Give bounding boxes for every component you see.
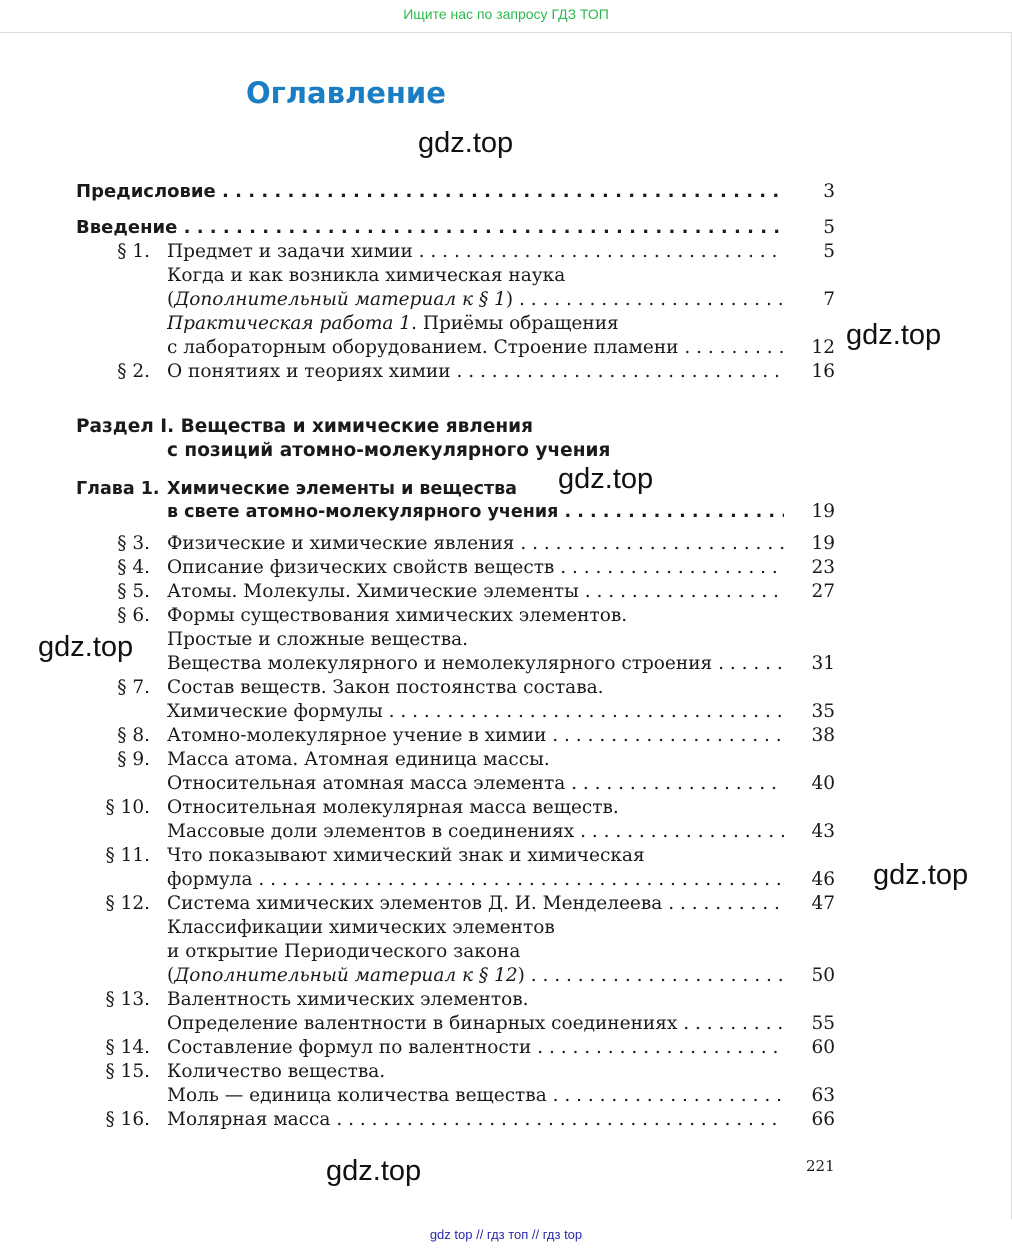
toc-entry-label: Химические формулы . . . [167,700,784,724]
toc-entry-label: Простые и сложные вещества. [167,629,469,650]
toc-entry-p15[interactable] [0,1084,1012,1108]
toc-entry-p12[interactable] [0,892,1012,916]
paragraph-number: § 15. [105,1061,150,1082]
top-banner: Ищите нас по запросу ГДЗ ТОП [403,6,609,22]
toc-entry-label: Предмет и задачи химии . . . [167,240,784,264]
toc-page-number: 38 [811,725,835,746]
toc-entry-p11[interactable] [0,868,1012,892]
toc-entry-p10-line1 [0,796,1012,820]
toc-entry-p6-line1 [0,604,1012,628]
paragraph-number: § 3. [117,533,150,554]
section-heading-line2: с позиций атомно-молекулярного учения [167,440,611,461]
toc-entry-p1-extra-line1 [0,264,1012,288]
toc-entry-label: Массовые доли элементов в соединениях . . . [167,820,784,844]
chapter-number: Глава 1. [76,479,160,499]
toc-entry-p11-line1 [0,844,1012,868]
toc-entry-label: Когда и как возникла химическая наука [167,265,566,286]
toc-entry-p9[interactable] [0,772,1012,796]
toc-page-number: 3 [823,181,835,202]
toc-title: Оглавление [246,76,446,110]
paragraph-number: § 12. [105,893,150,914]
paragraph-number: § 7. [117,677,150,698]
toc-entry-label: Атомно-молекулярное учение в химии . . . [167,724,784,748]
toc-entry-p6-line2 [0,628,1012,652]
toc-entry-label: Практическая работа 1. Приёмы обращения [167,313,619,334]
toc-entry-label: (Дополнительный материал к § 1) . . . [167,288,784,312]
toc-entry-label: Состав веществ. Закон постоянства состава. [167,677,604,698]
paragraph-number: § 14. [105,1037,150,1058]
toc-page-number: 47 [811,893,835,914]
toc-page-number: 5 [823,217,835,238]
toc-page-number: 23 [811,557,835,578]
page-number: 221 [806,1157,835,1175]
toc-page-number: 63 [811,1085,835,1106]
toc-entry-p1-extra[interactable] [0,288,1012,312]
watermark: gdz.top [38,631,134,663]
paragraph-number: § 8. [117,725,150,746]
section-heading: Раздел I. Вещества и химические явления [76,416,533,437]
toc-page-number: 16 [811,361,835,382]
toc-entry-p3[interactable] [0,532,1012,556]
toc-entry-label: Относительная атомная масса элемента . . . [167,772,784,796]
paragraph-number: § 10. [105,797,150,818]
toc-entry-chapter-1[interactable] [0,500,1012,524]
toc-entry-label: (Дополнительный материал к § 12) . . . [167,964,784,988]
toc-entry-practical-1-line1 [0,312,1012,336]
toc-entry-label: О понятиях и теориях химии . . . [167,360,784,384]
toc-entry-label: Что показывают химический знак и химическая [167,845,645,866]
toc-entry-p15-line1 [0,1060,1012,1084]
toc-entry-p13[interactable] [0,1012,1012,1036]
toc-page-number: 5 [823,241,835,262]
toc-page-number: 43 [811,821,835,842]
toc-entry-label: Атомы. Молекулы. Химические элементы . . . [167,580,784,604]
toc-page-number: 46 [811,869,835,890]
toc-entry-p7-line1 [0,676,1012,700]
toc-entry-p12-extra-line2 [0,940,1012,964]
toc-entry-p1[interactable] [0,240,1012,264]
toc-page-number: 60 [811,1037,835,1058]
toc-entry-p7[interactable] [0,700,1012,724]
toc-entry-p4[interactable] [0,556,1012,580]
toc-page-number: 7 [823,289,835,310]
toc-entry-p9-line1 [0,748,1012,772]
paragraph-number: § 1. [117,241,150,262]
toc-entry-label: в свете атомно-молекулярного учения . . . [167,500,784,524]
toc-page-number: 50 [811,965,835,986]
toc-entry-label: Физические и химические явления . . . [167,532,784,556]
watermark: gdz.top [873,859,969,891]
toc-entry-p16[interactable] [0,1108,1012,1132]
toc-entry-p12-extra-line1 [0,916,1012,940]
toc-entry-p8[interactable] [0,724,1012,748]
toc-entry-practical-1[interactable] [0,336,1012,360]
toc-entry-intro[interactable] [0,216,1012,240]
toc-entry-label: Предисловие . . . [76,180,784,204]
toc-entry-label: Система химических элементов Д. И. Менделеева . . . [167,892,784,916]
toc-entry-p2[interactable] [0,360,1012,384]
toc-entry-p12-extra[interactable] [0,964,1012,988]
toc-entry-p13-line1 [0,988,1012,1012]
toc-entry-label: Классификации химических элементов [167,917,555,938]
toc-entry-label: Масса атома. Атомная единица массы. [167,749,550,770]
toc-entry-label: Описание физических свойств веществ . . . [167,556,784,580]
toc-entry-label: и открытие Периодического закона [167,941,521,962]
toc-page-number: 35 [811,701,835,722]
paragraph-number: § 9. [117,749,150,770]
toc-entry-p10[interactable] [0,820,1012,844]
paragraph-number: § 2. [117,361,150,382]
toc-page-number: 66 [811,1109,835,1130]
toc-entry-label: Количество вещества. [167,1061,386,1082]
toc-page-number: 55 [811,1013,835,1034]
toc-page-number: 19 [811,501,835,522]
paragraph-number: § 4. [117,557,150,578]
watermark: gdz.top [418,127,514,159]
toc-entry-label: с лабораторным оборудованием. Строение пламени . . . [167,336,784,360]
watermark: gdz.top [326,1155,422,1187]
toc-entry-label: Формы существования химических элементов. [167,605,628,626]
toc-page-number: 27 [811,581,835,602]
paragraph-number: § 16. [105,1109,150,1130]
toc-entry-label: Введение . . . [76,216,784,240]
watermark: gdz.top [558,463,654,495]
paragraph-number: § 6. [117,605,150,626]
toc-entry-label: формула . . . [167,868,784,892]
toc-page-number: 31 [811,653,835,674]
toc-page-number: 19 [811,533,835,554]
toc-entry-preface[interactable] [0,180,1012,204]
toc-entry-p6[interactable] [0,652,1012,676]
bottom-banner[interactable]: gdz top // гдз топ // гдз top [429,1227,583,1242]
chapter-heading: Химические элементы и вещества [167,479,517,499]
toc-entry-label: Вещества молекулярного и немолекулярного строения . . . [167,652,784,676]
toc-entry-label: Определение валентности в бинарных соединениях . . . [167,1012,784,1036]
toc-entry-p14[interactable] [0,1036,1012,1060]
toc-entry-label: Относительная молекулярная масса веществ. [167,797,619,818]
toc-entry-label: Молярная масса . . . [167,1108,784,1132]
paragraph-number: § 11. [105,845,150,866]
paragraph-number: § 5. [117,581,150,602]
paragraph-number: § 13. [105,989,150,1010]
toc-entry-label: Моль — единица количества вещества . . . [167,1084,784,1108]
toc-page-number: 12 [811,337,835,358]
toc-entry-label: Составление формул по валентности . . . [167,1036,784,1060]
watermark: gdz.top [846,319,942,351]
toc-page-number: 40 [811,773,835,794]
toc-entry-p5[interactable] [0,580,1012,604]
toc-entry-label: Валентность химических элементов. [167,989,529,1010]
